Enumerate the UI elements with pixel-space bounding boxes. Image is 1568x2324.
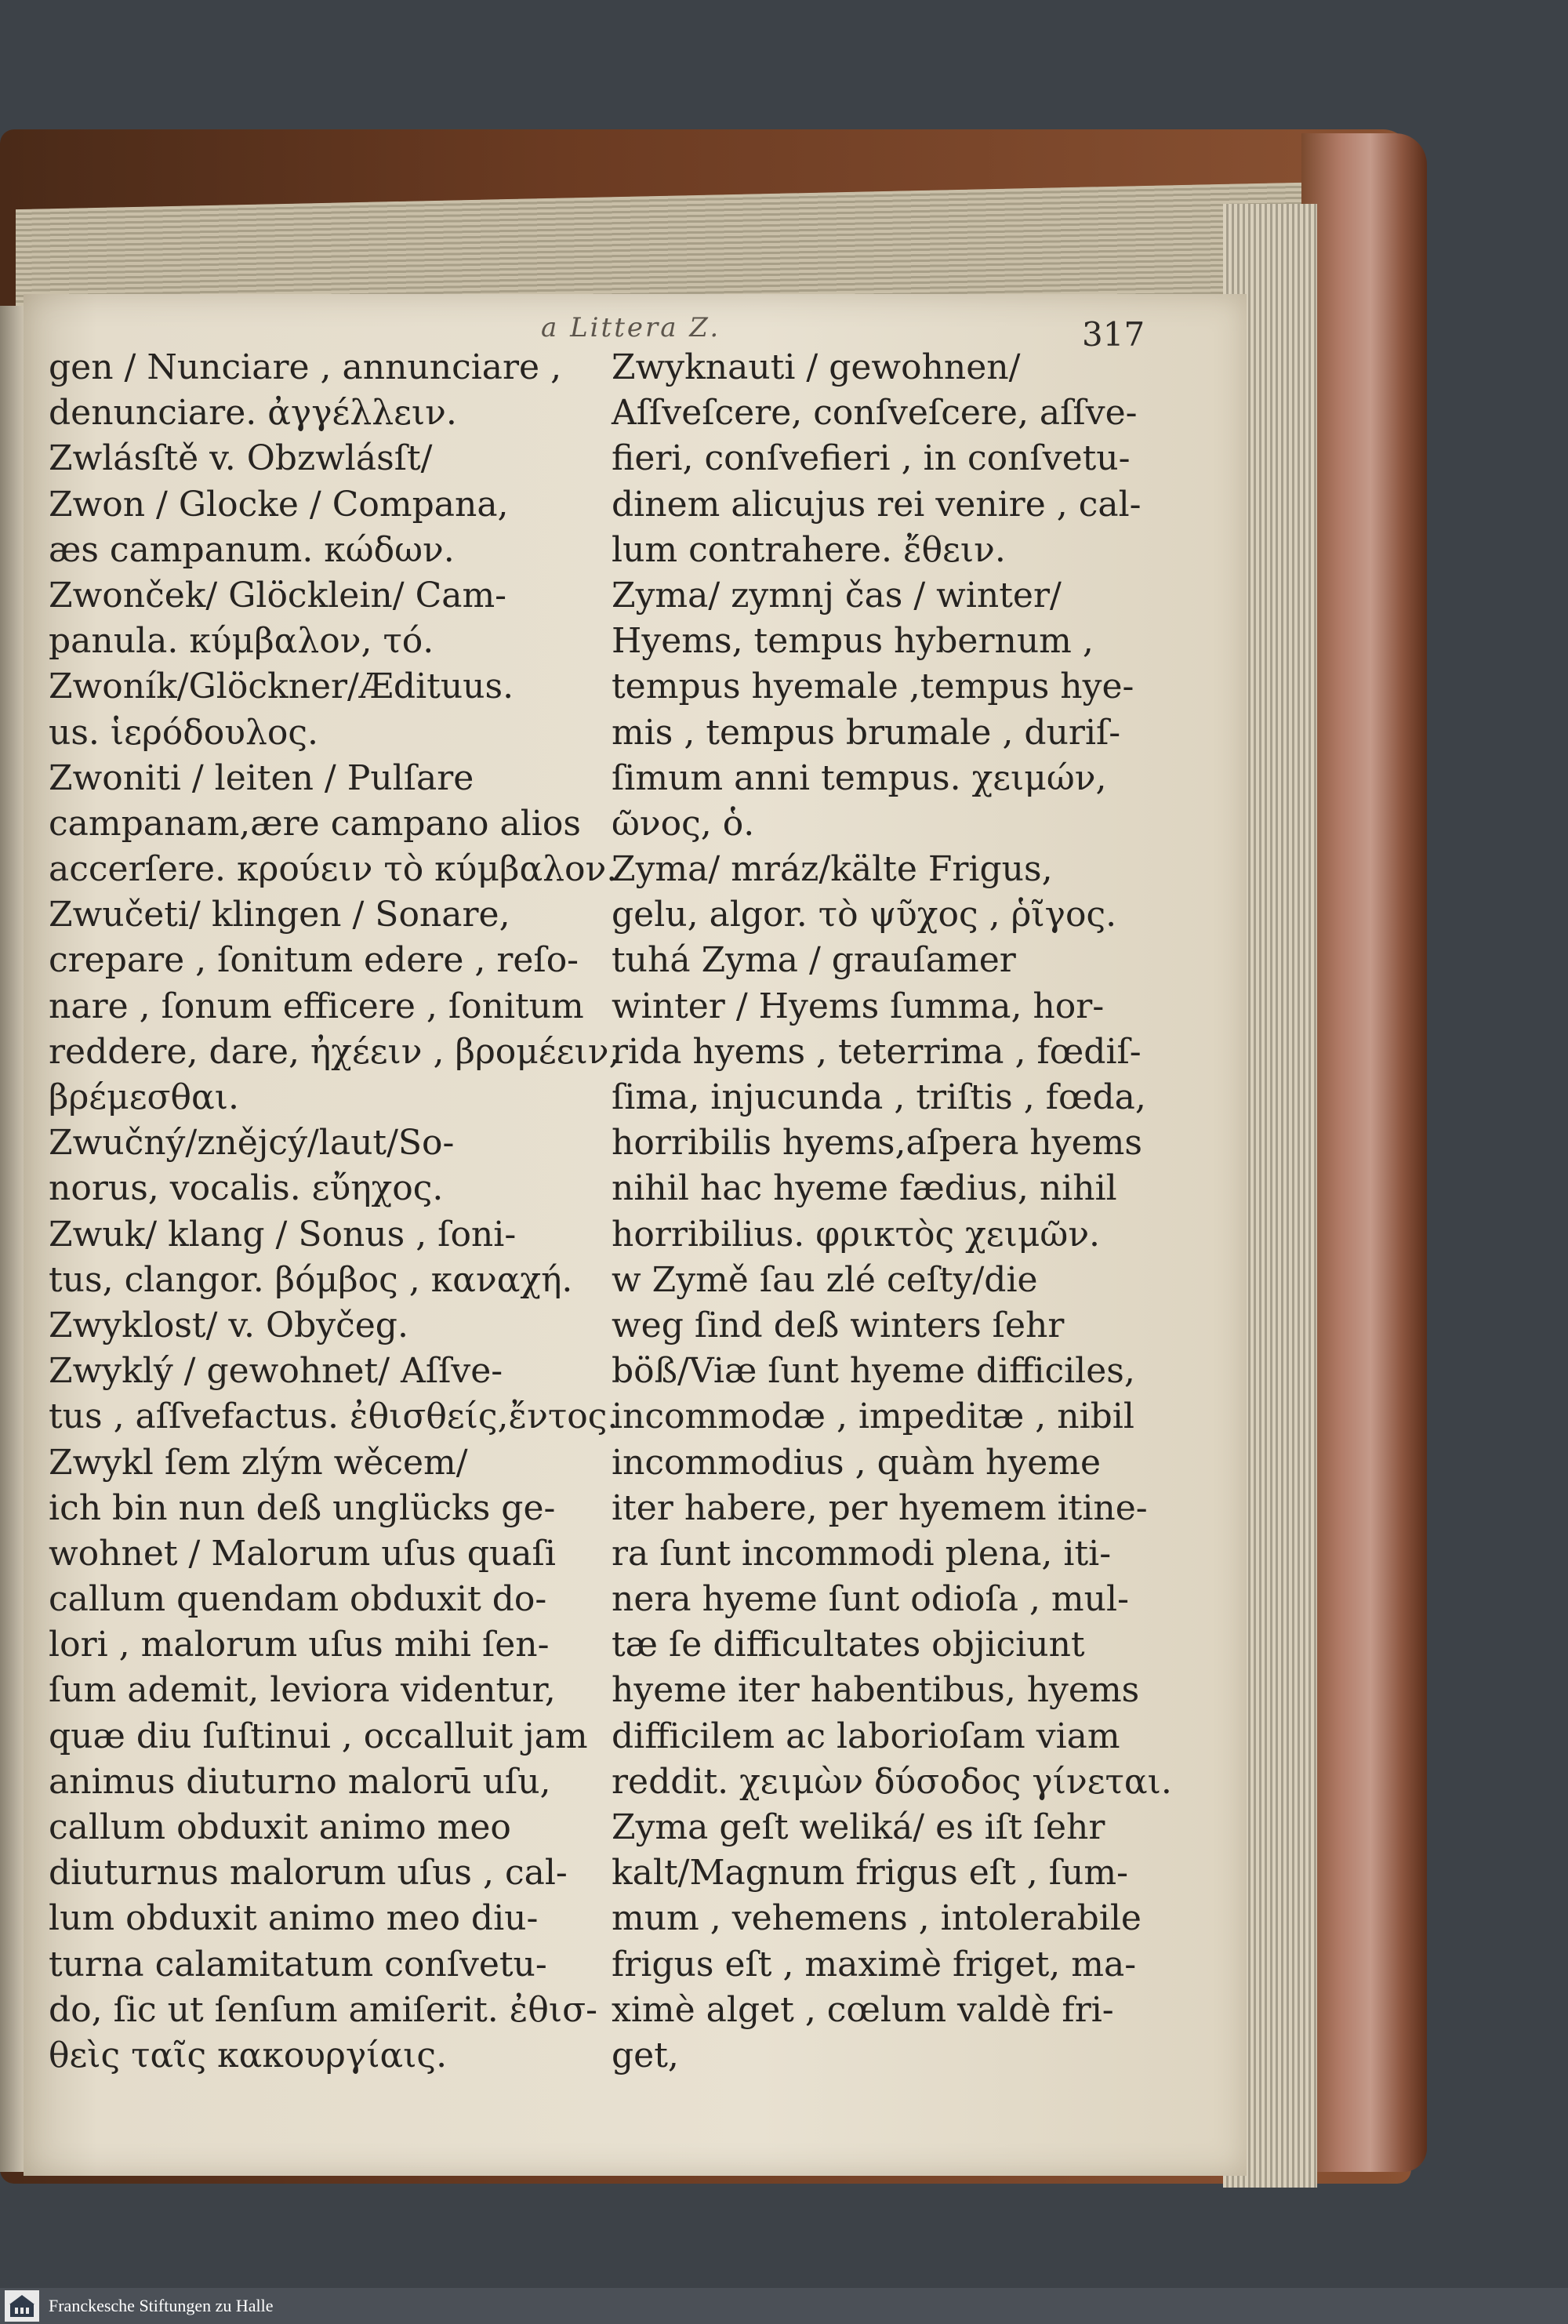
- right-column-line: Aſſveſcere, conſveſcere, aſſve-: [612, 393, 1138, 434]
- left-column-line: tus, clangor. βόμβος , καναχή.: [49, 1259, 573, 1300]
- left-column-line: Zwyklost/ v. Obyčeg.: [49, 1305, 408, 1345]
- right-column-line: Hyems, tempus hybernum ,: [612, 621, 1094, 662]
- right-column-line: ra ſunt incommodi plena, iti-: [612, 1533, 1112, 1574]
- left-column-line: Zwoniti / leiten / Pulſare: [49, 757, 474, 798]
- right-column-line: frigus eſt , maximè friget, ma-: [612, 1944, 1137, 1984]
- left-column-line: reddere, dare, ἠχέειν , βρομέειν,: [49, 1031, 620, 1072]
- right-column-line: difficilem ac laborioſam viam: [612, 1716, 1120, 1756]
- left-column-line: callum obduxit animo meo: [49, 1807, 511, 1847]
- institution-name[interactable]: Franckesche Stiftungen zu Halle: [49, 2296, 274, 2315]
- right-column-line: w Zymě ſau zlé ceſty/die: [612, 1259, 1038, 1300]
- left-column-line: crepare , ſonitum edere , reſo-: [49, 940, 579, 981]
- right-column-line: horribilis hyems,aſpera hyems: [612, 1123, 1142, 1164]
- left-column-line: æs campanum. κώδων.: [49, 529, 455, 570]
- left-column-line: tus , aſſvefactus. ἐθισθείς,ἔντος.: [49, 1396, 619, 1437]
- franckesche-stiftungen-logo-icon[interactable]: [5, 2290, 39, 2322]
- left-column-line: lum obduxit animo meo diu-: [49, 1898, 539, 1939]
- book-cover-edge: [1301, 133, 1427, 2172]
- right-column-line: tempus hyemale ,tempus hye-: [612, 666, 1134, 707]
- left-column-line: Zwonček/ Glöcklein/ Cam-: [49, 575, 507, 615]
- right-column-line: ſimum anni tempus. χειμών,: [612, 757, 1107, 798]
- right-column-line: kalt/Magnum frigus eſt , ſum-: [612, 1853, 1128, 1894]
- right-column-line: Zyma/ mráz/kälte Frigus,: [612, 849, 1053, 890]
- right-column-line: tæ ſe difficultates objiciunt: [612, 1625, 1085, 1665]
- right-column-line: incommodius , quàm hyeme: [612, 1442, 1102, 1483]
- right-column-line: rida hyems , teterrima , fœdiſ-: [612, 1031, 1142, 1072]
- right-column-line: gelu, algor. τὸ ψῦχος , ῥῖγος.: [612, 895, 1117, 935]
- right-column-line: nihil hac hyeme fædius, nihil: [612, 1168, 1117, 1209]
- right-column-line: böß/Viæ ſunt hyeme difficiles,: [612, 1351, 1135, 1392]
- left-column-line: gen / Nunciare , annunciare ,: [49, 347, 562, 387]
- right-column-line: mum , vehemens , intolerabile: [612, 1898, 1142, 1939]
- left-column-line: ich bin nun deß unglücks ge-: [49, 1487, 556, 1528]
- left-column-line: wohnet / Malorum uſus quaſi: [49, 1533, 556, 1574]
- left-column-line: Zwykl ſem zlým wěcem/: [49, 1442, 468, 1483]
- right-column-line: weg ſind deß winters ſehr: [612, 1305, 1065, 1345]
- right-column-line: fieri, conſvefieri , in conſvetu-: [612, 438, 1131, 479]
- facing-page-strip: [0, 306, 25, 2172]
- left-column-line: βρέμεσθαι.: [49, 1077, 239, 1117]
- right-column-line: incommodæ , impeditæ , nibil: [612, 1396, 1134, 1437]
- left-column-line: callum quendam obduxit do-: [49, 1579, 547, 1620]
- right-column-line: ſima, injucunda , triſtis , fœda,: [612, 1077, 1146, 1117]
- left-column-line: do, ſic ut ſenſum amiſerit. ἐθισ-: [49, 1989, 597, 2030]
- right-column-line: winter / Hyems ſumma, hor-: [612, 986, 1105, 1026]
- left-column-line: diuturnus malorum uſus , cal-: [49, 1853, 568, 1894]
- right-column-line: Zyma/ zymnj čas / winter/: [612, 575, 1062, 615]
- right-column-line: ῶνος, ὁ.: [612, 803, 755, 844]
- left-column-line: Zwučeti/ klingen / Sonare,: [49, 895, 510, 935]
- left-column-line: animus diuturno malorū uſu,: [49, 1761, 551, 1802]
- right-text-column: [612, 345, 1172, 2079]
- left-column-line: us. ἱερόδουλος.: [49, 712, 319, 753]
- left-column-line: Zwuk/ klang / Sonus , ſoni-: [49, 1214, 517, 1255]
- footer-bar: [0, 2288, 1568, 2324]
- right-column-line: iter habere, per hyemem itine-: [612, 1487, 1148, 1528]
- left-column-line: Zwon / Glocke / Compana,: [49, 484, 509, 525]
- left-column-line: Zwučný/znějcý/laut/So-: [49, 1123, 455, 1164]
- left-column-line: lori , malorum uſus mihi ſen-: [49, 1625, 550, 1665]
- left-column-line: turna calamitatum conſvetu-: [49, 1944, 547, 1984]
- right-column-line: ximè alget , cœlum valdè fri-: [612, 1989, 1114, 2030]
- left-column-line: θεὶς ταῖς κακουργίαις.: [49, 2035, 448, 2075]
- left-column-line: ſum ademit, leviora videntur,: [49, 1670, 556, 1711]
- right-column-line: lum contrahere. ἔθειν.: [612, 529, 1006, 570]
- right-column-line: horribilius. φρικτὸς χειμῶν.: [612, 1214, 1101, 1255]
- right-column-line: tuhá Zyma / grauſamer: [612, 940, 1016, 981]
- left-column-line: campanam,ære campano alios: [49, 803, 581, 844]
- left-column-line: accerſere. κρούειν τὸ κύμβαλον.: [49, 849, 618, 890]
- left-column-line: Zwlásſtě v. Obzwlásſt/: [49, 438, 433, 479]
- left-column-line: quæ diu ſuſtinui , occalluit jam: [49, 1716, 588, 1756]
- right-column-line: hyeme iter habentibus, hyems: [612, 1670, 1140, 1711]
- left-column-line: panula. κύμβαλον, τό.: [49, 621, 434, 662]
- right-column-line: Zyma geſt weliká/ es iſt ſehr: [612, 1807, 1105, 1847]
- running-head: a Littera Z.: [541, 312, 721, 343]
- right-column-line: reddit. χειμὼν δύσοδος γίνεται.: [612, 1761, 1172, 1802]
- right-column-line: mis , tempus brumale , duriſ-: [612, 712, 1121, 753]
- left-column-line: Zwoník/Glöckner/Ædituus.: [49, 666, 514, 707]
- left-column-line: denunciare. ἀγγέλλειν.: [49, 393, 457, 434]
- right-column-line: Zwyknauti / gewohnen/: [612, 347, 1021, 387]
- left-column-line: nare , ſonum efficere , ſonitum: [49, 986, 584, 1026]
- left-column-line: norus, vocalis. εὔηχος.: [49, 1168, 444, 1209]
- left-column-line: Zwyklý / gewohnet/ Aſſve-: [49, 1351, 503, 1392]
- right-column-line: dinem alicujus rei venire , cal-: [612, 484, 1142, 525]
- right-column-line: get,: [612, 2035, 679, 2075]
- right-column-line: nera hyeme ſunt odioſa , mul-: [612, 1579, 1129, 1620]
- page-number: 317: [1082, 315, 1145, 354]
- left-text-column: [49, 345, 620, 2079]
